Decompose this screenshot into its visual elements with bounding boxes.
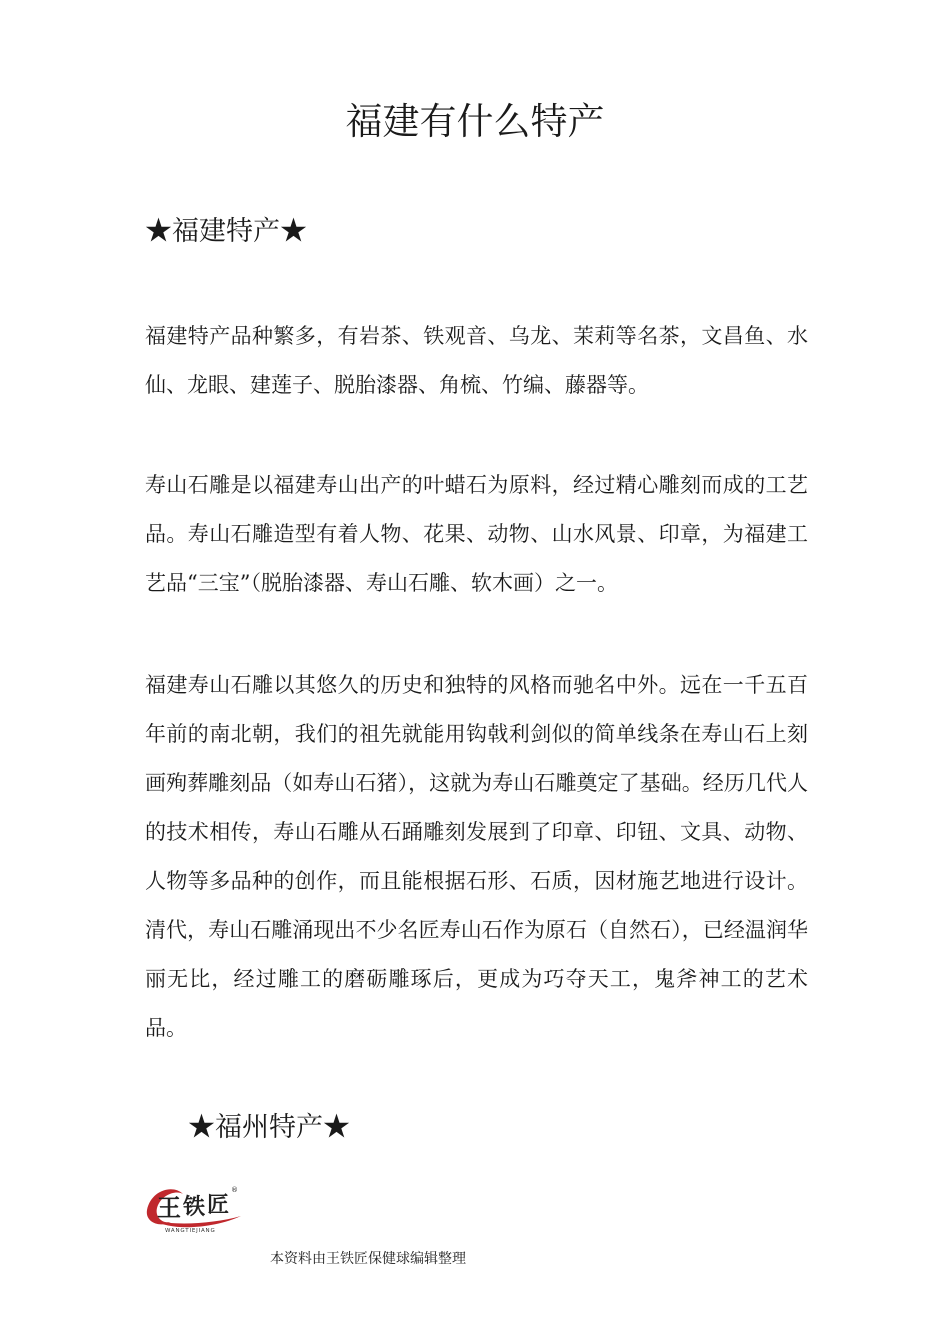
section-heading-fuzhou-specialties: ★福州特产★ xyxy=(188,1112,350,1143)
paragraph-shoushan-history: 福建寿山石雕以其悠久的历史和独特的风格而驰名中外。远在一千五百年前的南北朝，我们的祖先就能用钩戟利剑似的简单线条在寿山石上刻画殉葬雕刻品（如寿山石猪），这就为寿山石雕奠定了基础。经历几代人的技术相传，寿山石雕从石踊雕刻发展到了印章、印钮、文具、动物、人物等多品种的创作，而且能根据石形、石质，因材施艺地进行设计。清代，寿山石雕涌现出不少名匠寿山石作为原石（自然石），已经温润华丽无比，经过雕工的磨砺雕琢后，更成为巧夺天工，鬼斧神工的艺术品。 xyxy=(145,673,808,1040)
svg-text:WANGTIEJIANG: WANGTIEJIANG xyxy=(165,1228,216,1234)
document-title: 福建有什么特产 xyxy=(345,100,605,143)
paragraph-specialties-overview: 福建特产品种繁多，有岩茶、铁观音、乌龙、茉莉等名茶，文昌鱼、水仙、龙眼、建莲子、脱胎漆器、角梳、竹编、藤器等。 xyxy=(145,324,808,397)
wangtiejiang-logo xyxy=(143,1180,247,1236)
svg-text:®: ® xyxy=(231,1186,238,1194)
svg-text:匠: 匠 xyxy=(207,1192,230,1218)
svg-text:王: 王 xyxy=(157,1193,181,1222)
svg-text:铁: 铁 xyxy=(183,1194,206,1220)
section-heading-fujian-specialties: ★福建特产★ xyxy=(145,216,307,247)
footer-note: 本资料由王铁匠保健球编辑整理 xyxy=(270,1251,466,1267)
paragraph-shoushan-stone-carving: 寿山石雕是以福建寿山出产的叶蜡石为原料，经过精心雕刻而成的工艺品。寿山石雕造型有着人物、花果、动物、山水风景、印章，为福建工艺品“三宝”（脱胎漆器、寿山石雕、软木画）之一。 xyxy=(145,473,808,595)
